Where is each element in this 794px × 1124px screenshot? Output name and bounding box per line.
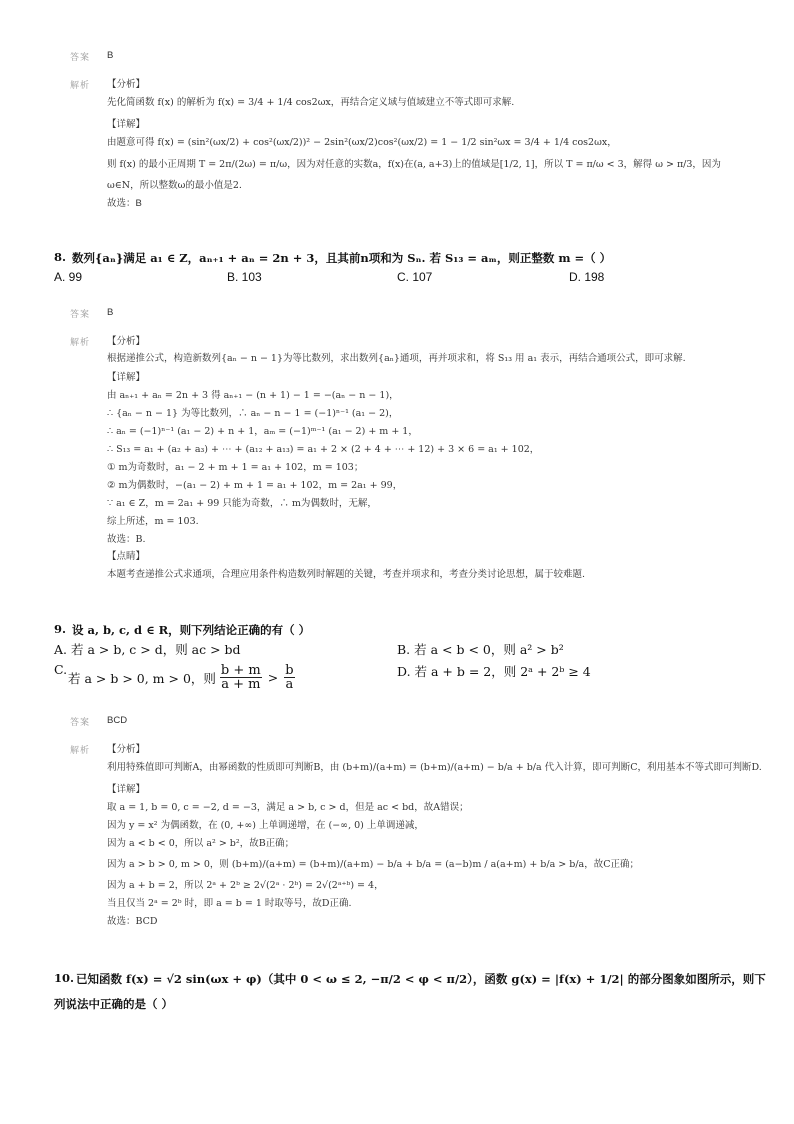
q8-stem: 数列{aₙ}满足 a₁ ∈ Z，aₙ₊₁ + aₙ = 2n + 3，且其前n项和为 Sₙ. 若 S₁₃ = aₘ，则正整数 m =（ ） <box>72 251 612 265</box>
q8-xiangjie-head: 【详解】 <box>107 372 146 383</box>
q9-line-6: 当且仅当 2ᵃ = 2ᵇ 时，即 a = b = 1 时取等号，故D正确. <box>107 898 352 909</box>
q9-line-1: 取 a = 1, b = 0, c = −2, d = −3，满足 a > b, c > d，但是 ac < bd，故A错误； <box>107 802 469 813</box>
q7-line2: 则 f(x) 的最小正周期 T = 2π/(2ω) = π/ω，因为对任意的实数a，f(x)在(a, a+3)上的值域是[1/2, 1]，所以 T = π/ω < 3，解得 ω > π/3，因为 <box>107 159 721 170</box>
q7-line1: 由题意可得 f(x) = (sin²(ωx/2) + cos²(ωx/2))² − 2sin²(ωx/2)cos²(ωx/2) = 1 − 1/2 sin²ωx = 3/4 + 1/4 cos2ωx， <box>107 137 617 148</box>
q8-line-8: 综上所述，m = 103. <box>107 516 199 527</box>
q8-line-9: 故选：B. <box>107 534 146 545</box>
q8-answer-value: B <box>107 307 114 318</box>
q8-option-c: C. 107 <box>397 270 433 284</box>
q8-option-b: B. 103 <box>227 270 262 284</box>
q8-line-5: ① m为奇数时，a₁ − 2 + m + 1 = a₁ + 102，m = 103； <box>107 462 364 473</box>
q9-option-c-fraction-1 <box>220 664 262 691</box>
q8-fenxi: 根据递推公式，构造新数列{aₙ − n − 1}为等比数列，求出数列{aₙ}通项，再并项求和，将 S₁₃ 用 a₁ 表示，再结合通项公式，即可求解. <box>107 353 686 364</box>
q9-option-c <box>68 664 296 691</box>
q9-fenxi-head: 【分析】 <box>107 744 146 755</box>
q9-option-c-label: C. <box>54 662 68 677</box>
q7-fenxi-head: 【分析】 <box>107 79 146 90</box>
q9-number: 9. <box>54 622 67 636</box>
answer-label: 答案 <box>70 52 91 62</box>
q9-option-c-condition: 若 a > b > 0, m > 0，则 <box>68 670 216 686</box>
q7-choose: 故选：B <box>107 198 142 209</box>
q7-answer-value: B <box>107 50 114 61</box>
q7-fenxi: 先化简函数 f(x) 的解析为 f(x) = 3/4 + 1/4 cos2ωx，再结合定义域与值域建立不等式即可求解. <box>107 97 515 108</box>
answer-label: 答案 <box>70 309 91 319</box>
q9-option-d: D. 若 a + b = 2，则 2ᵃ + 2ᵇ ≥ 4 <box>397 664 591 679</box>
q8-line-4: ∴ S₁₃ = a₁ + (a₂ + a₃) + ⋯ + (a₁₂ + a₁₃) = a₁ + 2 × (2 + 4 + ⋯ + 12) + 3 × 6 = a₁ + 102， <box>107 444 540 455</box>
q9-option-c-fraction-2 <box>284 664 294 691</box>
q9-line-5: 因为 a + b = 2，所以 2ᵃ + 2ᵇ ≥ 2√(2ᵃ · 2ᵇ) = 2√(2ᵃ⁺ᵇ) = 4， <box>107 880 384 891</box>
analysis-label: 解析 <box>70 745 91 755</box>
q9-option-c-denominator-2: a <box>285 677 294 692</box>
q8-option-d: D. 198 <box>569 270 605 284</box>
q9-option-a: A. 若 a > b, c > d，则 ac > bd <box>54 642 241 657</box>
q9-option-c-denominator-1: a + m <box>221 677 261 692</box>
q10-stem-line-2: 列说法中正确的是（ ） <box>54 997 174 1011</box>
q7-xiangjie-head: 【详解】 <box>107 119 146 130</box>
q8-number: 8. <box>54 250 67 264</box>
q9-xiangjie-head: 【详解】 <box>107 784 146 795</box>
q8-line-1: 由 aₙ₊₁ + aₙ = 2n + 3 得 aₙ₊₁ − (n + 1) − 1 = −(aₙ − n − 1)， <box>107 390 399 401</box>
q8-line-7: ∵ a₁ ∈ Z，m = 2a₁ + 99 只能为奇数，∴ m为偶数时，无解， <box>107 498 377 509</box>
q9-line-3: 因为 a < b < 0，所以 a² > b²，故B正确； <box>107 838 295 849</box>
q9-line-2: 因为 y = x² 为偶函数，在 (0, +∞) 上单调递增，在 (−∞, 0) 上单调递减， <box>107 820 424 831</box>
q9-stem: 设 a, b, c, d ∈ R，则下列结论正确的有（ ） <box>72 623 311 637</box>
q9-option-c-numerator-1: b + m <box>220 663 261 678</box>
analysis-label: 解析 <box>70 80 91 90</box>
q8-line-6: ② m为偶数时，−(a₁ − 2) + m + 1 = a₁ + 102，m = 2a₁ + 99， <box>107 480 403 491</box>
analysis-label: 解析 <box>70 337 91 347</box>
q8-dianjing-head: 【点睛】 <box>107 551 146 562</box>
q8-line-2: ∴ {aₙ − n − 1} 为等比数列，∴ aₙ − n − 1 = (−1)ⁿ⁻¹ (a₁ − 2)， <box>107 408 399 419</box>
q9-option-b: B. 若 a < b < 0，则 a² > b² <box>397 642 564 657</box>
q9-line-4: 因为 a > b > 0, m > 0，则 (b+m)/(a+m) = (b+m)/(a+m) − b/a + b/a = (a−b)m / a(a+m) + b/a > b/a，故C正确； <box>107 859 639 870</box>
q10-number: 10. <box>54 971 75 985</box>
q9-fenxi: 利用特殊值即可判断A，由幂函数的性质即可判断B，由 (b+m)/(a+m) = (b+m)/(a+m) − b/a + b/a 代入计算，即可判断C，利用基本不等式即可判断D. <box>107 762 762 773</box>
answer-label: 答案 <box>70 717 91 727</box>
q7-line3: ω∈N，所以整数ω的最小值是2. <box>107 180 242 191</box>
q8-line-3: ∴ aₙ = (−1)ⁿ⁻¹ (a₁ − 2) + n + 1，aₘ = (−1)ᵐ⁻¹ (a₁ − 2) + m + 1， <box>107 426 418 437</box>
q9-option-c-gt: > <box>267 670 279 685</box>
q10-stem-line-1: 已知函数 f(x) = √2 sin(ωx + φ)（其中 0 < ω ≤ 2, −π/2 < φ < π/2），函数 g(x) = |f(x) + 1/2| 的部分图象如图所示，则下 <box>76 972 766 986</box>
q9-line-7: 故选：BCD <box>107 916 158 927</box>
q8-dianjing: 本题考查递推公式求通项，合理应用条件构造数列时解题的关键，考查并项求和，考查分类讨论思想，属于较难题. <box>107 569 586 580</box>
q9-answer-value: BCD <box>107 715 128 726</box>
q9-option-c-numerator-2: b <box>285 663 294 678</box>
q8-option-a: A. 99 <box>54 270 83 284</box>
q8-fenxi-head: 【分析】 <box>107 336 146 347</box>
